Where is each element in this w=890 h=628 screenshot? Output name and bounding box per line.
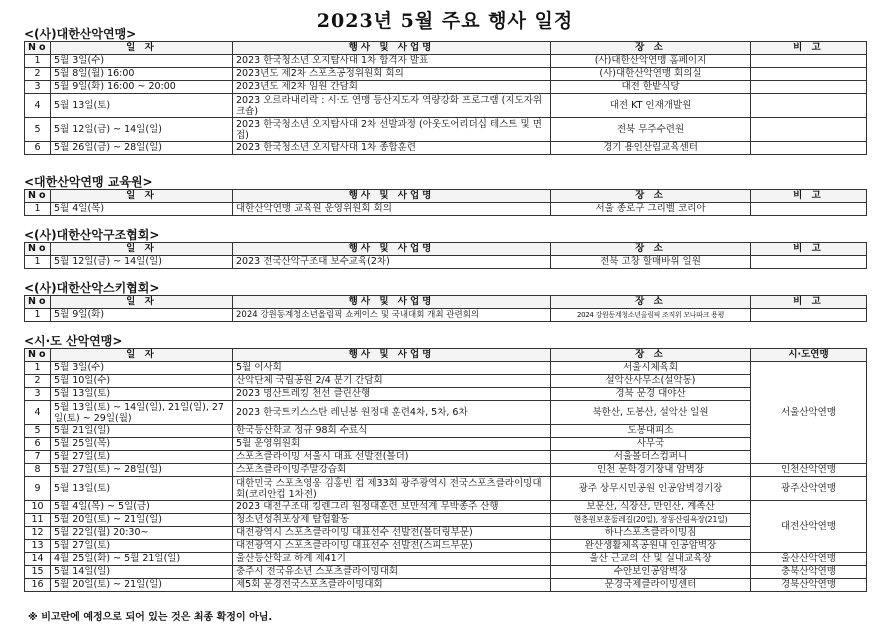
row-event: 2023 오르라내리락 : 시·도 연맹 등산지도자 역량강화 프로그램 (지도자위크숍) (233, 94, 551, 118)
row-place: 하나스포츠클라이밍짐 (551, 527, 751, 540)
row-date: 5월 27일(토) (51, 451, 233, 464)
header-no: No (25, 349, 51, 362)
row-no: 5 (25, 425, 51, 438)
row-date: 5월 4일(목) (51, 203, 233, 216)
row-place: 문경국제클라이밍센터 (551, 579, 751, 592)
row-place: 서울시체육회 (551, 362, 751, 375)
row-date: 5월 25일(목) (51, 438, 233, 451)
row-place: 서울 종로구 그리벨 코리아 (551, 203, 751, 216)
header-event: 행사 및 사업명 (233, 190, 551, 203)
row-note (751, 118, 867, 142)
row-event: 2024 강원동계청소년올림픽 쇼케이스 및 국내대회 개최 관련회의 (233, 309, 551, 322)
row-event: 제5회 문경전국스포츠클라이밍대회 (233, 579, 551, 592)
row-date: 5월 10일(수) (51, 375, 233, 388)
row-event: 산악단체 국립공원 2/4 분기 간담회 (233, 375, 551, 388)
row-event: 2023 전국산악구조대 보수교육(2차) (233, 256, 551, 269)
row-event: 2023년도 제2차 스포츠공정위원회 회의 (233, 68, 551, 81)
row-no: 3 (25, 388, 51, 401)
row-place: 경기 용인산림교육센터 (551, 142, 751, 155)
row-note (751, 309, 867, 322)
table-row (25, 118, 867, 142)
row-note (751, 55, 867, 68)
header-date: 일 자 (51, 349, 233, 362)
table-row (25, 425, 867, 438)
table-row (25, 68, 867, 81)
table-row (25, 566, 867, 579)
row-date: 5월 13일(토) (51, 94, 233, 118)
table-header-row (25, 243, 867, 256)
section-title: <(사)대한산악연맹> (24, 27, 137, 41)
row-no: 2 (25, 68, 51, 81)
row-date: 5월 3일(수) (51, 55, 233, 68)
header-note: 비 고 (751, 296, 867, 309)
row-note (751, 94, 867, 118)
section-title: <대한산악연맹 교육원> (24, 175, 153, 189)
row-no: 6 (25, 142, 51, 155)
row-no: 4 (25, 401, 51, 425)
row-date: 5월 26일(금) ~ 28일(일) (51, 142, 233, 155)
row-date: 5월 12일(금) ~ 14일(일) (51, 256, 233, 269)
table-row (25, 362, 867, 375)
row-event: 충주시 전국유소년 스포츠클라이밍대회 (233, 566, 551, 579)
row-place: 경북 문경 대야산 (551, 388, 751, 401)
row-date: 5월 12일(금) ~ 14일(일) (51, 118, 233, 142)
row-federation: 충북산악연맹 (751, 566, 867, 579)
header-note: 비 고 (751, 190, 867, 203)
table-row (25, 464, 867, 477)
header-event: 행사 및 사업명 (233, 42, 551, 55)
table-row (25, 388, 867, 401)
row-date: 5월 21일(일) (51, 425, 233, 438)
row-date: 5월 13일(토) (51, 477, 233, 501)
row-no: 14 (25, 553, 51, 566)
row-federation: 인천산악연맹 (751, 464, 867, 477)
row-place: 광주 상무시민공원 인공암벽경기장 (551, 477, 751, 501)
row-place: 보문산, 식장산, 만인산, 계족산 (551, 501, 751, 514)
row-event: 청소년성취포상제 탐험활동 (233, 514, 551, 527)
row-place: 사무국 (551, 438, 751, 451)
schedule-table (24, 189, 867, 216)
header-no: No (25, 42, 51, 55)
row-no: 13 (25, 540, 51, 553)
header-place: 장 소 (551, 190, 751, 203)
row-date: 5월 14일(일) (51, 566, 233, 579)
table-row (25, 514, 867, 527)
row-place: 현충원보훈둘레길(20일), 장동산림욕장(21일) (551, 514, 751, 527)
row-event: 2023년도 제2차 임원 간담회 (233, 81, 551, 94)
header-date: 일 자 (51, 243, 233, 256)
row-event: 스포츠클라이밍 서울시 대표 선발전(볼더) (233, 451, 551, 464)
header-place: 장 소 (551, 243, 751, 256)
row-place: (사)대한산악연맹 회의실 (551, 68, 751, 81)
row-event: 스포츠클라이밍주말강습회 (233, 464, 551, 477)
row-place: 대전 KT 인재개발원 (551, 94, 751, 118)
row-federation: 대전산악연맹 (751, 501, 867, 553)
row-federation: 울산산악연맹 (751, 553, 867, 566)
row-place: 2024 강원동계청소년올림픽 조직위 모나파크 용평 (551, 309, 751, 322)
row-no: 5 (25, 118, 51, 142)
header-event: 행사 및 사업명 (233, 349, 551, 362)
row-place: 울산 근교의 산 및 실내교육장 (551, 553, 751, 566)
row-note (751, 256, 867, 269)
table-row (25, 309, 867, 322)
schedule-table (24, 295, 867, 322)
schedule-table (24, 348, 867, 592)
table-row (25, 540, 867, 553)
table-row (25, 401, 867, 425)
header-date: 일 자 (51, 190, 233, 203)
table-row (25, 94, 867, 118)
row-no: 8 (25, 464, 51, 477)
table-row (25, 55, 867, 68)
row-place: 전북 고창 할매바위 일원 (551, 256, 751, 269)
table-row (25, 375, 867, 388)
row-event: 대전광역시 스포츠클라이밍 대표선수 선발전(스피드부문) (233, 540, 551, 553)
table-row (25, 527, 867, 540)
row-no: 10 (25, 501, 51, 514)
row-date: 5월 27일(토) ~ 28일(일) (51, 464, 233, 477)
table-row (25, 203, 867, 216)
section-title: <(사)대한산악구조협회> (24, 228, 160, 242)
header-federation: 시·도연맹 (751, 349, 867, 362)
section-kaf (24, 28, 866, 155)
section-ski (24, 282, 866, 322)
row-place: 완산생활체육공원내 인공암벽장 (551, 540, 751, 553)
table-row (25, 553, 867, 566)
section-rescue (24, 229, 866, 269)
row-event: 2023 대전구조대 킹렌그리 원정대훈련 보만석계 무박종주 산행 (233, 501, 551, 514)
row-event: 대전광역시 스포츠클라이밍 대표선수 선발전(볼더링부문) (233, 527, 551, 540)
row-date: 5월 13일(토) ~ 14일(일), 21일(일), 27일(토) ~ 29일(월) (51, 401, 233, 425)
schedule-table (24, 242, 867, 269)
row-place: 서울볼더스컴퍼니 (551, 451, 751, 464)
header-no: No (25, 243, 51, 256)
table-row (25, 81, 867, 94)
row-event: 5월 이사회 (233, 362, 551, 375)
section-city (24, 335, 866, 592)
row-no: 9 (25, 477, 51, 501)
row-place: (사)대한산악연맹 홈페이지 (551, 55, 751, 68)
table-header-row (25, 296, 867, 309)
row-place: 전북 무주수련원 (551, 118, 751, 142)
row-event: 2023 한국트키스스탄 레닌봉 원정대 훈련4차, 5차, 6차 (233, 401, 551, 425)
row-event: 5월 운영위원회 (233, 438, 551, 451)
row-date: 5월 9일(화) 16:00 ~ 20:00 (51, 81, 233, 94)
section-education (24, 176, 866, 216)
row-place: 설악산사무소(설악동) (551, 375, 751, 388)
header-date: 일 자 (51, 296, 233, 309)
row-federation: 광주산악연맹 (751, 477, 867, 501)
row-event: 대한민국 스포츠영웅 김홍빈 컵 제33회 광주광역시 전국스포츠클라이밍대회(코리안컵 1차전) (233, 477, 551, 501)
header-no: No (25, 190, 51, 203)
row-no: 12 (25, 527, 51, 540)
section-title: <(사)대한산악스키협회> (24, 281, 160, 295)
header-no: No (25, 296, 51, 309)
table-row (25, 256, 867, 269)
row-date: 4월 25일(화) ~ 5월 21일(일) (51, 553, 233, 566)
table-row (25, 451, 867, 464)
row-date: 5월 4일(목) ~ 5일(금) (51, 501, 233, 514)
row-place: 도봉대피소 (551, 425, 751, 438)
table-header-row (25, 42, 867, 55)
table-row (25, 501, 867, 514)
row-event: 2023 한국청소년 오지탐사대 1차 종합훈련 (233, 142, 551, 155)
table-row (25, 579, 867, 592)
row-event: 한국등산학교 정규 98회 수료식 (233, 425, 551, 438)
footer-note: ※ 비고란에 예정으로 되어 있는 것은 최종 확정이 아님. (28, 612, 273, 623)
table-header-row (25, 190, 867, 203)
row-date: 5월 20일(토) ~ 21일(일) (51, 579, 233, 592)
row-no: 15 (25, 566, 51, 579)
row-date: 5월 22일(월) 20:30~ (51, 527, 233, 540)
row-place: 수안보인공암벽장 (551, 566, 751, 579)
row-no: 16 (25, 579, 51, 592)
row-date: 5월 20일(토) ~ 21일(일) (51, 514, 233, 527)
row-place: 인천 문학경기장내 암벽장 (551, 464, 751, 477)
schedule-table (24, 41, 867, 155)
section-title: <시·도 산악연맹> (24, 334, 123, 348)
row-place: 대전 한밭식당 (551, 81, 751, 94)
row-no: 4 (25, 94, 51, 118)
row-no: 1 (25, 55, 51, 68)
row-date: 5월 9일(화) (51, 309, 233, 322)
header-place: 장 소 (551, 42, 751, 55)
header-note: 비 고 (751, 42, 867, 55)
row-no: 3 (25, 81, 51, 94)
row-no: 1 (25, 309, 51, 322)
row-place: 북한산, 도봉산, 설악산 일원 (551, 401, 751, 425)
row-event: 울산등산학교 하계 제41기 (233, 553, 551, 566)
row-note (751, 81, 867, 94)
row-date: 5월 3일(수) (51, 362, 233, 375)
header-place: 장 소 (551, 296, 751, 309)
header-date: 일 자 (51, 42, 233, 55)
row-no: 6 (25, 438, 51, 451)
header-event: 행사 및 사업명 (233, 296, 551, 309)
table-row (25, 438, 867, 451)
row-note (751, 203, 867, 216)
page-title: 2023년 5월 주요 행사 일정 (316, 10, 574, 32)
row-event: 2023 명산트레킹 천선 클린산행 (233, 388, 551, 401)
row-no: 1 (25, 203, 51, 216)
row-date: 5월 27일(토) (51, 540, 233, 553)
row-no: 7 (25, 451, 51, 464)
row-no: 1 (25, 362, 51, 375)
row-note (751, 142, 867, 155)
row-event: 대한산악연맹 교육원 운영위원회 회의 (233, 203, 551, 216)
header-place: 장 소 (551, 349, 751, 362)
row-event: 2023 한국청소년 오지탐사대 2차 선발과정 (아웃도어리더십 테스트 및 면접) (233, 118, 551, 142)
row-event: 2023 한국청소년 오지탐사대 1차 합격자 발표 (233, 55, 551, 68)
header-note: 비 고 (751, 243, 867, 256)
row-date: 5월 13일(토) (51, 388, 233, 401)
row-date: 5월 8일(월) 16:00 (51, 68, 233, 81)
row-no: 1 (25, 256, 51, 269)
header-event: 행사 및 사업명 (233, 243, 551, 256)
row-no: 11 (25, 514, 51, 527)
table-row (25, 477, 867, 501)
row-federation: 경북산악연맹 (751, 579, 867, 592)
table-row (25, 142, 867, 155)
row-no: 2 (25, 375, 51, 388)
row-note (751, 68, 867, 81)
row-federation: 서울산악연맹 (751, 362, 867, 464)
table-header-row (25, 349, 867, 362)
